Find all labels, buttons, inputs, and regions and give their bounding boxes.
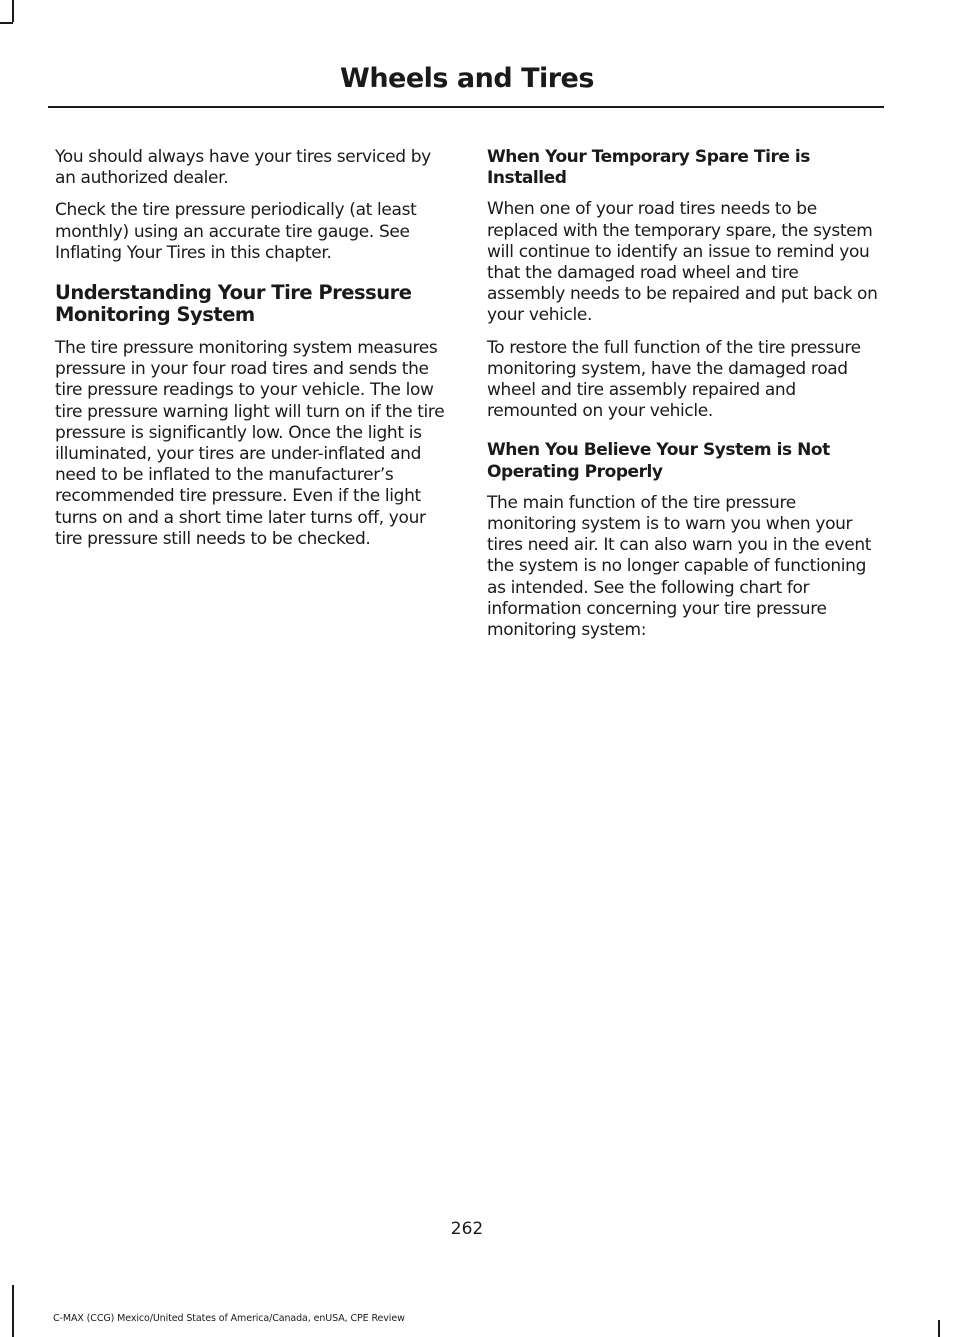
footer-doc-info: C-MAX (CCG) Mexico/United States of America/Canada, enUSA, CPE Review [53,1313,405,1324]
crop-mark-bottom-left-vertical [12,1285,14,1337]
tpms-description-paragraph: The tire pressure monitoring system measures pressure in your four road tires and sends the tire pressure readings to your vehicle. The low tire pressure warning light will turn on if the tire pressure is significantly low. Once the light is illuminated, your tires are under-inflated and need to be inflated to the manufacturer’s recommended tire pressure. Even if the light turns on and a short time later turns off, your tire pressure still needs to be checked. [55,338,445,549]
crop-mark-bottom-right-vertical [938,1320,940,1337]
crop-mark-top-left-vertical [12,0,14,22]
tpms-heading: Understanding Your Tire Pressure Monitoring System [55,281,412,327]
right-column [487,147,879,652]
check-pressure-paragraph: Check the tire pressure periodically (at least monthly) using an accurate tire gauge. See Inflating Your Tires in this chapter. [55,200,417,263]
page-title: Wheels and Tires [340,63,594,94]
spare-tire-heading: When Your Temporary Spare Tire is Installed [487,147,810,189]
service-paragraph: You should always have your tires serviced by an authorized dealer. [55,147,431,189]
not-operating-heading: When You Believe Your System is Not Operating Properly [487,440,830,482]
main-function-paragraph: The main function of the tire pressure monitoring system is to warn you when your tires need air. It can also warn you in the event the system is no longer capable of functioning as intended. See the following chart for information concerning your tire pressure monitoring system: [487,492,872,641]
page-number: 262 [450,1219,484,1239]
crop-mark-top-left-horizontal [0,22,13,24]
spare-tire-paragraph: When one of your road tires needs to be replaced with the temporary spare, the system will continue to identify an issue to remind you that the damaged road wheel and tire assembly needs to be repaired and put back on your vehicle. [487,199,878,326]
restore-function-paragraph: To restore the full function of the tire pressure monitoring system, have the damaged road wheel and tire assembly repaired and remounted on your vehicle. [487,337,861,422]
left-column [55,147,447,561]
header-rule [48,106,884,108]
